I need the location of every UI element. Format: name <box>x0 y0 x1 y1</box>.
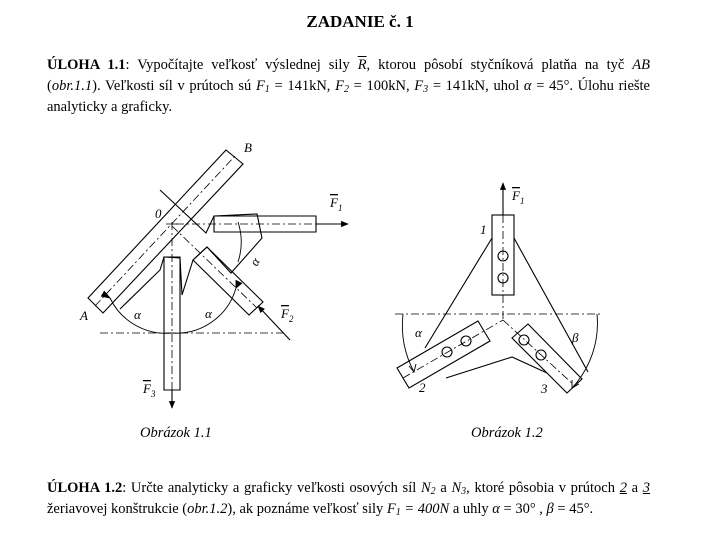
task-2-text: a <box>626 480 643 496</box>
label-B: B <box>244 140 252 155</box>
task-1-text: ). Veľkosti síl v prútoch sú <box>92 78 256 94</box>
label-alpha-left: α <box>134 307 141 322</box>
force-F2-sub: 2 <box>343 84 349 95</box>
label-F3: F <box>143 381 151 396</box>
figure-reference-2: obr.1.2 <box>187 501 228 517</box>
alpha-symbol: α <box>523 78 532 94</box>
beta-value: = 45°. <box>553 501 594 517</box>
label-F1-2-sub: 1 <box>520 196 525 206</box>
label-F2-sub: 2 <box>289 314 294 324</box>
force-N3-symbol: N <box>451 480 462 496</box>
bar-AB: AB <box>632 57 650 73</box>
force-N2-symbol: N <box>420 480 431 496</box>
label-member-2: 2 <box>419 380 426 395</box>
figure-1-1 <box>88 150 348 408</box>
task-1-text: ( <box>47 78 52 94</box>
bar-2: 2 <box>619 480 627 496</box>
force-F2-value: = 100kN, <box>348 78 415 94</box>
task-2-paragraph <box>47 478 650 520</box>
label-F1: F <box>330 195 338 210</box>
task-2-text: , ktoré pôsobia v prútoch <box>466 480 620 496</box>
label-alpha-2: α <box>415 325 422 340</box>
figure-reference: obr.1.1 <box>51 78 93 94</box>
task-1-text: , ktorou pôsobí styčníková platňa na tyč <box>366 57 633 73</box>
force-F3-symbol: F <box>414 78 424 94</box>
force-N2-sub: 2 <box>430 486 436 497</box>
label-F3-sub: 3 <box>151 389 156 399</box>
label-F2: F <box>281 306 289 321</box>
label-F1-2: F <box>512 188 520 203</box>
force-F3-value: = 141kN, uhol <box>428 78 524 94</box>
alpha-value: = 45°. Úlohu riešte analyticky a graficky. <box>47 78 650 115</box>
alpha-value-2: = 30° , <box>499 501 547 517</box>
label-member-3: 3 <box>541 381 548 396</box>
force-F1-sub-2: 1 <box>395 507 401 518</box>
task-2-text: žeriavovej konštrukcie ( <box>47 501 188 517</box>
member-2-shape <box>397 321 490 388</box>
task-2-text: ), ak poznáme veľkosť sily <box>227 501 387 517</box>
label-beta: β <box>572 330 579 345</box>
force-F3-sub: 3 <box>423 84 429 95</box>
task-1-text: : Vypočítajte veľkosť výslednej sily <box>125 57 358 73</box>
label-A: A <box>80 308 88 323</box>
bar-3: 3 <box>642 480 651 496</box>
force-F1-sub: 1 <box>264 84 270 95</box>
task-1-label: ÚLOHA 1.1 <box>47 57 126 73</box>
label-member-1: 1 <box>480 222 487 237</box>
member-F2-axis <box>172 226 257 308</box>
figure-1-2 <box>395 183 600 393</box>
force-F1-value-2: = 400N <box>400 501 450 517</box>
label-F1-sub: 1 <box>338 203 343 213</box>
alpha-arc-left <box>110 298 172 333</box>
task-2-text: a <box>435 480 452 496</box>
task-2-text: a uhly <box>449 501 493 517</box>
label-alpha-upper: α <box>246 254 263 269</box>
force-F2-symbol: F <box>335 78 344 94</box>
label-O: 0 <box>155 206 162 221</box>
force-F1-symbol: F <box>255 78 265 94</box>
task-2-label: ÚLOHA 1.2 <box>47 480 123 496</box>
vector-R: $\overline{R}$ <box>357 57 367 73</box>
force-N3-sub: 3 <box>461 486 467 497</box>
beta-symbol: β <box>546 501 554 517</box>
alpha-symbol-2: α <box>492 501 500 517</box>
force-F1-value: = 141kN, <box>269 78 336 94</box>
force-F1-symbol-2: F <box>386 501 396 517</box>
label-alpha-right: α <box>205 306 212 321</box>
page-title: ZADANIE č. 1 <box>306 12 414 31</box>
caption-figure-1-2: Obrázok 1.2 <box>471 425 543 441</box>
caption-figure-1-1: Obrázok 1.1 <box>140 425 212 441</box>
task-2-text: : Určte analyticky a graficky veľkosti osových síl <box>122 480 421 496</box>
